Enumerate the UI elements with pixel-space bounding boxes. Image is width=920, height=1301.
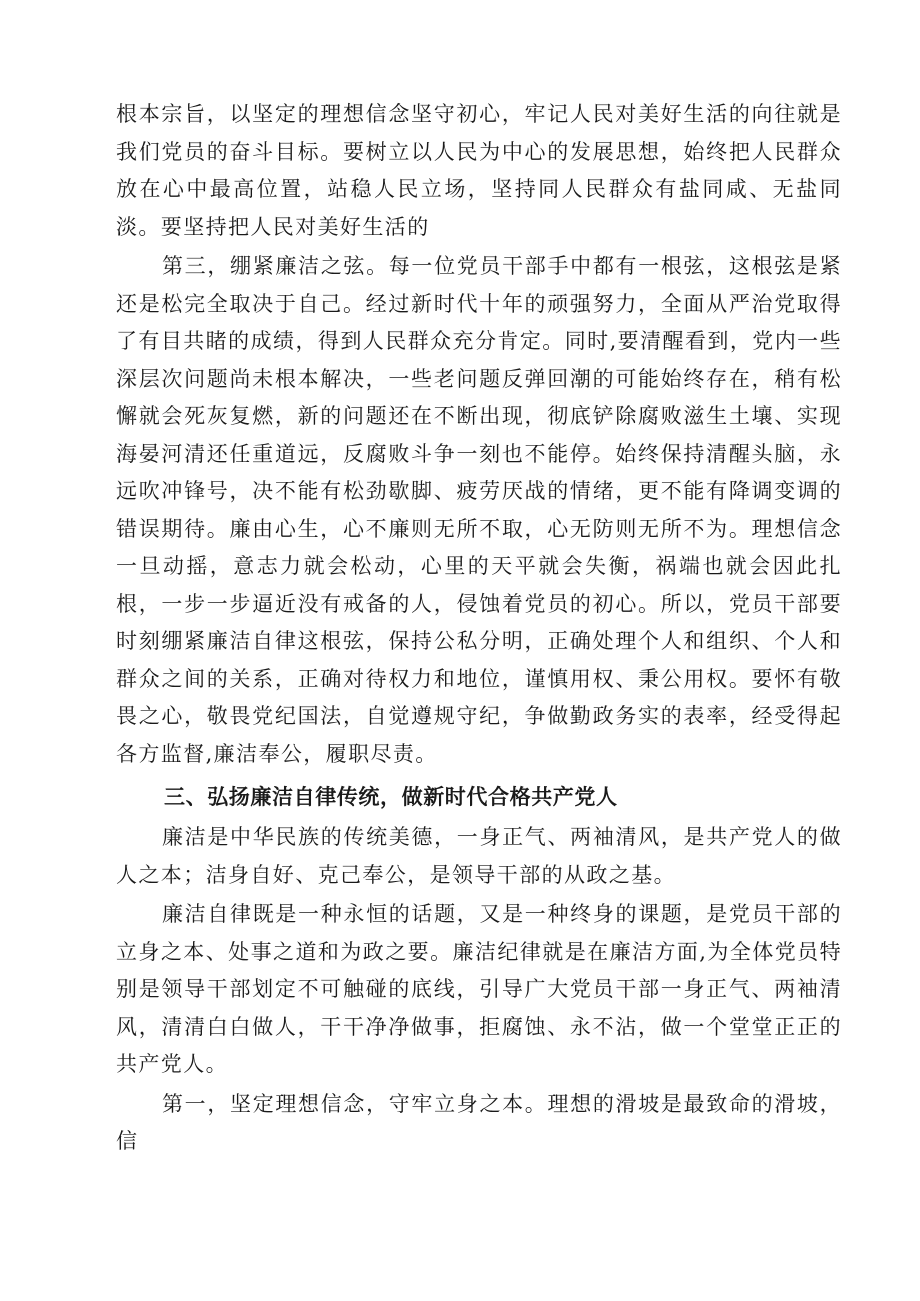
paragraph-integrity-virtue: 廉洁是中华民族的传统美德，一身正气、两袖清风，是共产党人的做人之本；洁身自好、克己奉公，是领导干部的从政之基。 bbox=[116, 825, 842, 887]
paragraph-first-point: 第一，坚定理想信念，守牢立身之本。理想的滑坡是最致命的滑坡，信 bbox=[116, 1091, 842, 1153]
paragraph-self-discipline: 廉洁自律既是一种永恒的话题，又是一种终身的课题，是党员干部的立身之本、处事之道和为政之要。廉洁纪律就是在廉洁方面,为全体党员特别是领导干部划定不可触碰的底线，引导广大党员干部一身正气、两袖清风，清清白白做人，干干净净做事，拒腐蚀、永不沾，做一个堂堂正正的共产党人。 bbox=[116, 902, 842, 1076]
paragraph-continuation: 根本宗旨，以坚定的理想信念坚守初心，牢记人民对美好生活的向往就是我们党员的奋斗目标。要树立以人民为中心的发展思想，始终把人民群众放在心中最高位置，站稳人民立场，坚持同人民群众有盐同咸、无盐同淡。要坚持把人民对美好生活的 bbox=[116, 102, 842, 239]
document-page bbox=[116, 96, 842, 1161]
section-heading: 三、弘扬廉洁自律传统，做新时代合格共产党人 bbox=[164, 785, 618, 809]
paragraph-third-point: 第三，绷紧廉洁之弦。每一位党员干部手中都有一根弦，这根弦是紧还是松完全取决于自己。经过新时代十年的顽强努力，全面从严治党取得了有目共睹的成绩，得到人民群众充分肯定。同时,要清醒看到，党内一些深层次问题尚未根本解决，一些老问题反弹回潮的可能始终存在，稍有松懈就会死灰复燃，新的问题还在不断出现，彻底铲除腐败滋生土壤、实现海晏河清还任重道远，反腐败斗争一刻也不能停。始终保持清醒头脑，永远吹冲锋号，决不能有松劲歇脚、疲劳厌战的情绪，更不能有降调变调的错误期待。廉由心生，心不廉则无所不取，心无防则无所不为。理想信念一旦动摇，意志力就会松动，心里的天平就会失衡，祸端也就会因此扎根，一步一步逼近没有戒备的人，侵蚀着党员的初心。所以，党员干部要时刻绷紧廉洁自律这根弦，保持公私分明，正确处理个人和组织、个人和群众之间的关系，正确对待权力和地位，谨慎用权、秉公用权。要怀有敬畏之心，敬畏党纪国法，自觉遵规守纪，争做勤政务实的表率，经受得起各方监督,廉洁奉公，履职尽责。 bbox=[116, 254, 842, 766]
